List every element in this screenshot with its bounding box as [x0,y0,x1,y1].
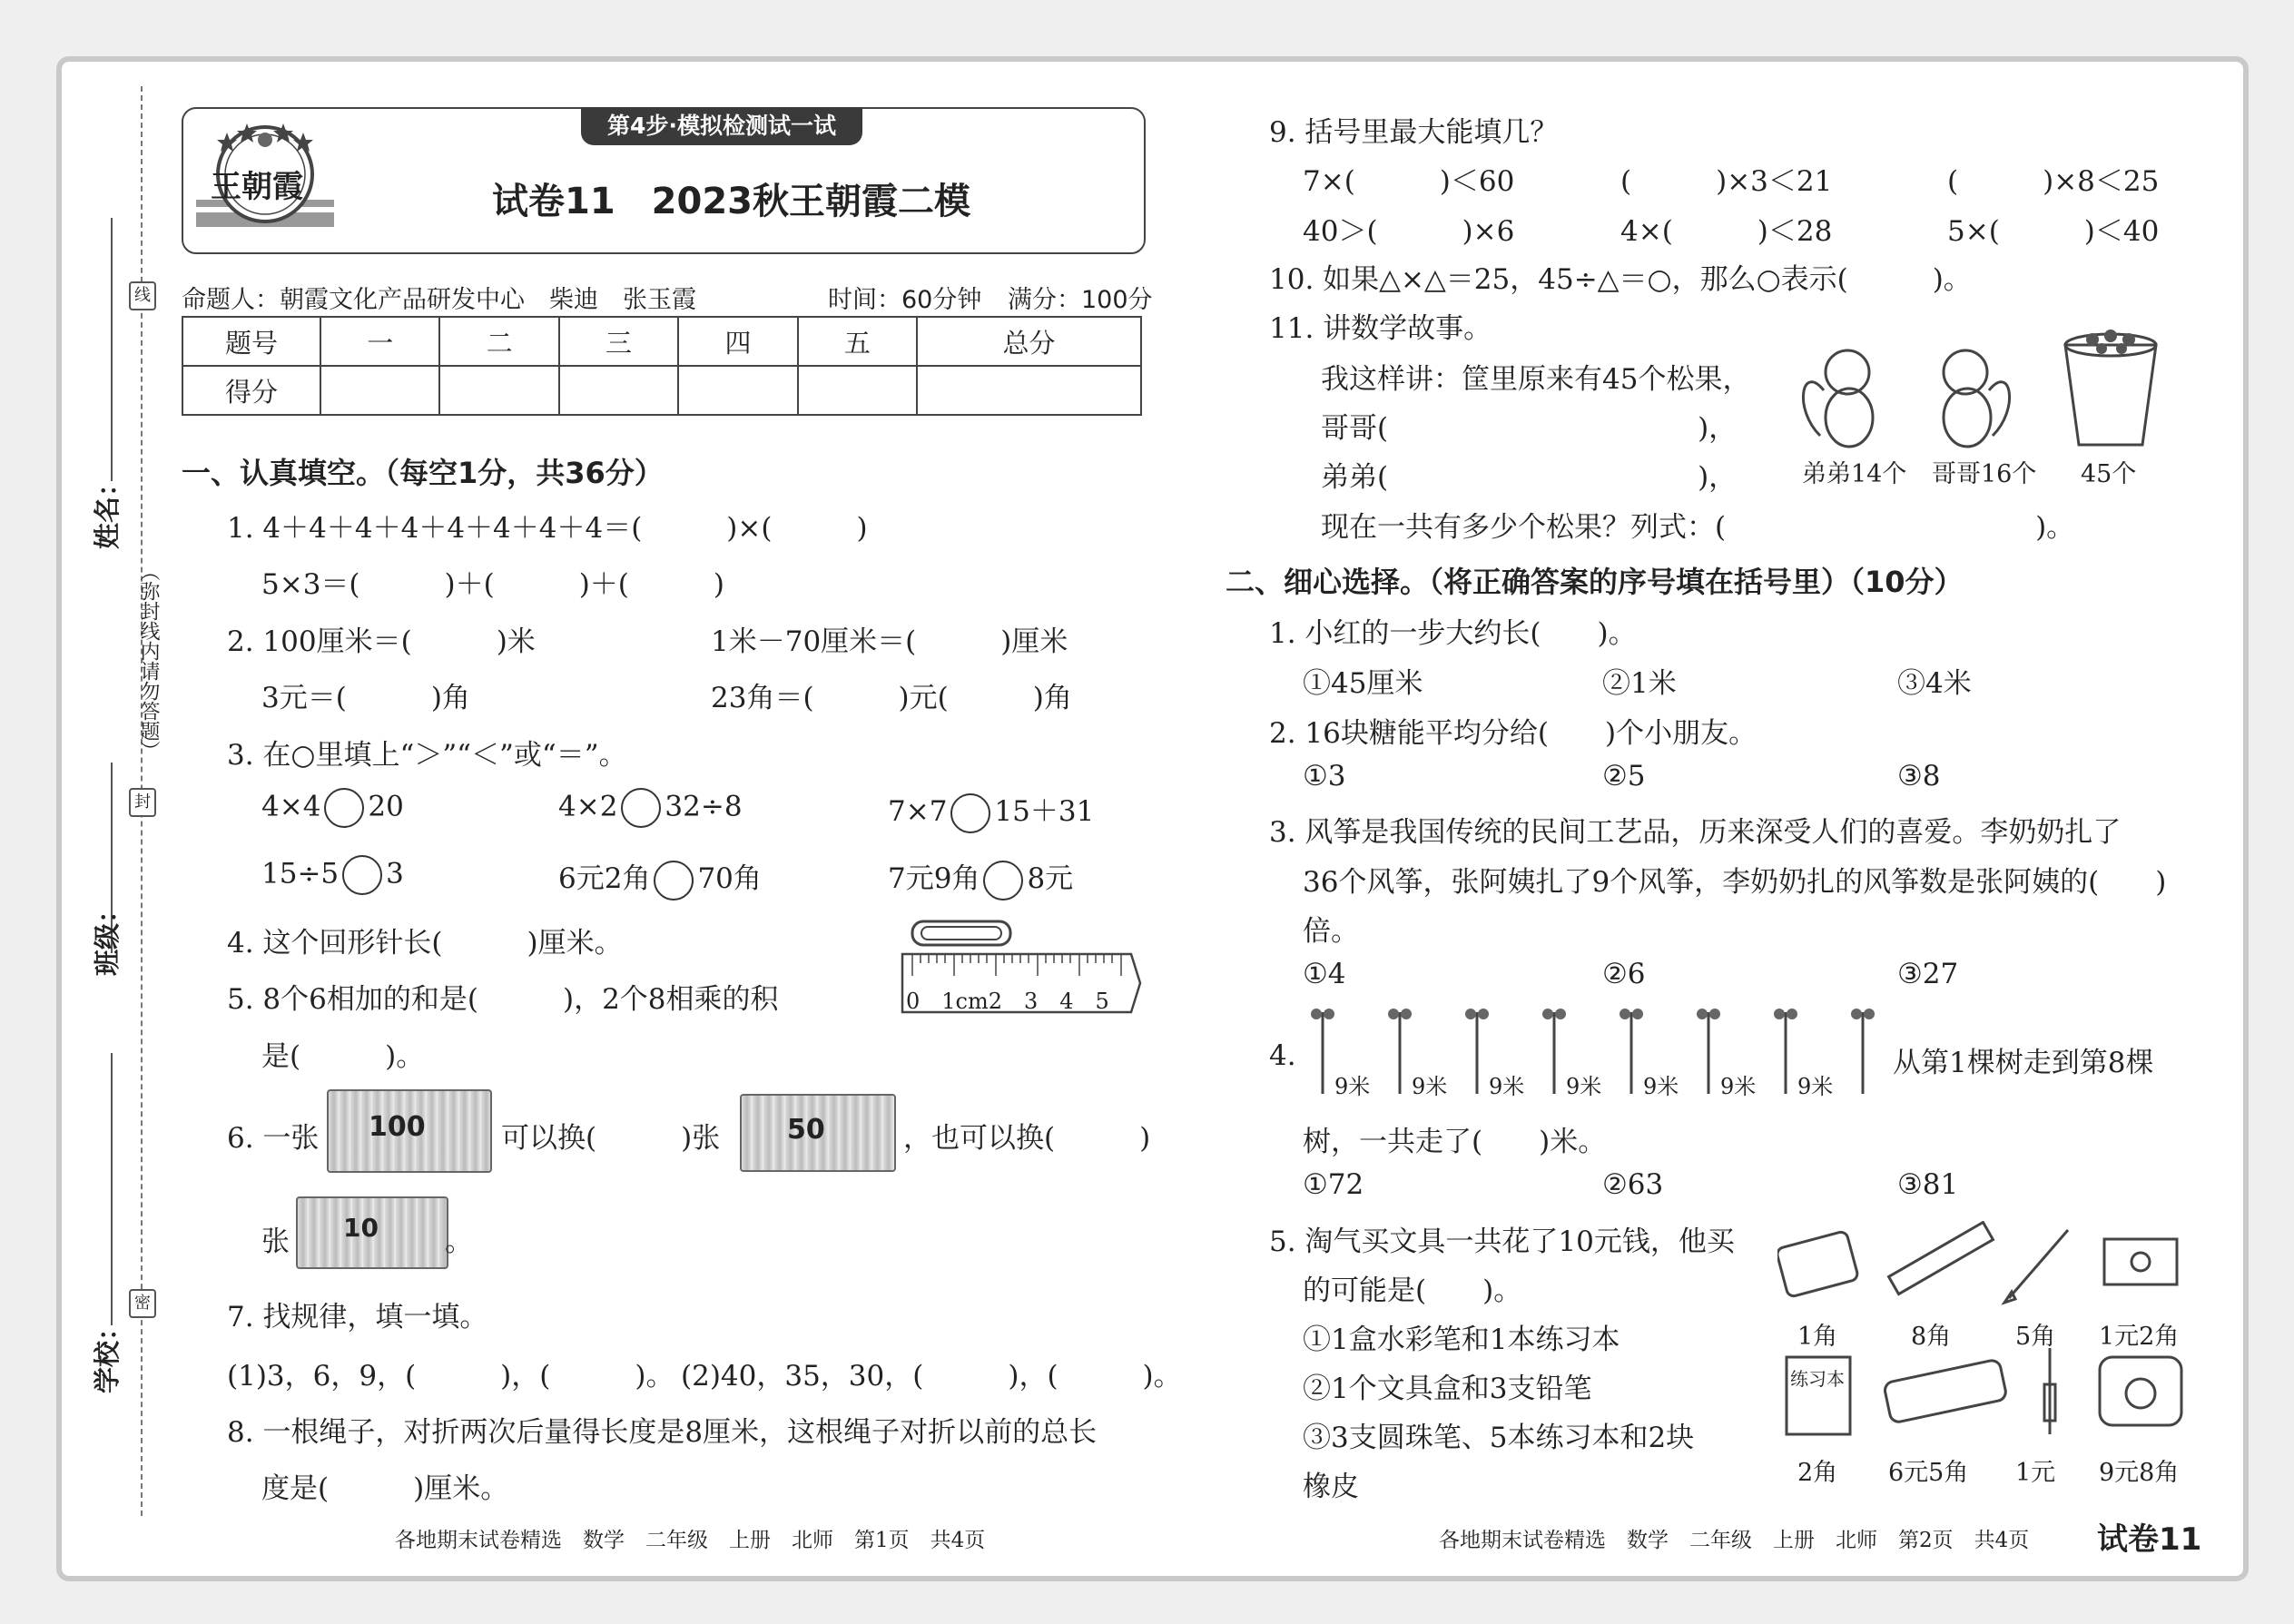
score-table-cell: 四 [678,317,797,366]
price-label: 6元5角 [1888,1459,1969,1487]
notebook-label: 练习本 [1790,1368,1845,1390]
option[interactable]: ②1个文具盒和3支铅笔 [1303,1373,1592,1405]
seal-mark-1: 线 [129,281,156,310]
score-input-cell[interactable] [678,366,797,415]
q9-item: ( )×8＜25 [1947,165,2160,198]
banknote-10-image [296,1196,448,1269]
compare-circle[interactable] [621,788,661,828]
question-9: 9. 括号里最大能填几？ [1269,116,1559,149]
price-label: 1角 [1797,1323,1838,1351]
compare-left: 7×7 [888,795,948,828]
question-6e: 。 [445,1225,473,1258]
exam-header [182,107,1146,254]
compare-left: 15÷5 [261,857,340,891]
compare-circle[interactable] [950,793,990,833]
compare-right: 70角 [697,862,762,895]
option[interactable]: ②5 [1602,760,1646,792]
author-line: 命题人：朝霞文化产品研发中心 柴迪 张玉霞 [182,286,696,314]
school-label: 学校： [92,1314,123,1393]
option[interactable]: ②1米 [1602,667,1677,700]
q9-item: 4×( )＜28 [1620,215,1833,248]
score-table-cell: 二 [439,317,558,366]
option[interactable]: ②63 [1602,1168,1664,1201]
option[interactable]: ③4米 [1897,667,1972,700]
score-input-cell[interactable] [917,366,1141,415]
question-10: 10. 如果△×△＝25，45÷△＝○，那么○表示( )。 [1269,263,1972,296]
seal-mark-2: 封 [129,788,156,817]
score-input-cell[interactable] [439,366,558,415]
binding-notice: （弥封线内请勿答题） [137,561,160,761]
score-table-cell: 题号 [182,317,320,366]
compare-right: 3 [386,857,404,891]
option[interactable]: ①45厘米 [1303,667,1423,700]
score-input-cell[interactable] [320,366,439,415]
option[interactable]: ①72 [1303,1168,1364,1201]
caption-elder-brother: 哥哥16个 [1932,460,2037,488]
option[interactable]: ③3支圆珠笔、5本练习本和2块 [1303,1422,1695,1454]
question-11c: 弟弟( )， [1321,461,1738,494]
option[interactable]: ③27 [1897,958,1959,990]
score-table-header-row [182,317,1141,366]
q9-item: 40＞( )×6 [1303,215,1515,248]
question-6d: 张 [261,1225,290,1258]
option[interactable]: ②6 [1602,958,1646,990]
ruler-figure [899,920,1144,1015]
score-table-cell: 一 [320,317,439,366]
tree-gap-label: 9米 [1797,1074,1834,1099]
score-table-cell: 得分 [182,366,320,415]
q9-item: ( )×3＜21 [1620,165,1833,198]
option[interactable]: ③8 [1897,760,1941,792]
score-table-cell: 三 [559,317,678,366]
compare-circle[interactable] [983,861,1023,901]
question-7a: (1)3，6，9，( )，( )。 [227,1360,674,1393]
ruler-labels: 0 1cm2 3 4 5 [906,989,1109,1014]
caption-younger-brother: 弟弟14个 [1802,460,1907,488]
question-1b: 5×3＝( )＋( )＋( ) [261,568,724,601]
question-8b: 度是( )厘米。 [261,1472,509,1505]
question-7b: (2)40，35，30，( )，( )。 [681,1360,1182,1393]
score-input-cell[interactable] [559,366,678,415]
compare-item [261,788,404,828]
section-1-heading: 一、认真填空。（每空1分，共36分） [182,456,664,490]
brand-logo [192,120,338,238]
question-2a-1: 2. 100厘米＝( )米 [227,625,536,658]
option[interactable]: ①4 [1303,958,1346,990]
option[interactable]: ①3 [1303,760,1346,792]
score-table-cell: 总分 [917,317,1141,366]
question-8a: 8. 一根绳子，对折两次后量得长度是8厘米，这根绳子对折以前的总长 [227,1416,1098,1449]
choice-4a: 从第1棵树走到第8棵 [1893,1047,2154,1079]
question-11d: 现在一共有多少个松果？列式：( )。 [1321,511,2075,544]
compare-circle[interactable] [654,861,694,901]
compare-circle[interactable] [324,788,364,828]
q9-item: 7×( )＜60 [1303,165,1515,198]
option[interactable]: ③81 [1897,1168,1959,1201]
score-table-score-row [182,366,1141,415]
option[interactable]: ①1盒水彩笔和1本练习本 [1303,1324,1620,1356]
choice-4-number: 4. [1269,1039,1296,1072]
question-6a: 6. 一张 [227,1122,320,1155]
class-label: 班级： [92,896,123,976]
section-2-heading: 二、细心选择。（将正确答案的序号填在括号里）（10分） [1226,565,1964,599]
compare-item [888,855,1073,901]
full-score: 满分：100分 [1008,286,1153,314]
compare-item [888,788,1094,833]
choice-2: 2. 16块糖能平均分给( )个小朋友。 [1269,717,1757,750]
question-7: 7. 找规律，填一填。 [227,1301,488,1334]
choice-3a: 3. 风筝是我国传统的民间工艺品，历来深受人们的喜爱。李奶奶扎了 [1269,816,2122,849]
question-2a-2: 1米－70厘米＝( )厘米 [711,625,1068,658]
banknote-value: 50 [787,1114,825,1146]
name-fill-line[interactable] [111,218,113,481]
q9-item: 5×( )＜40 [1947,215,2160,248]
tree-gap-label: 9米 [1489,1074,1525,1099]
paper-number: 试卷11 [2097,1521,2202,1558]
tree-gap-label: 9米 [1720,1074,1757,1099]
squirrels-illustration [1793,327,2183,454]
exam-title: 试卷11 2023秋王朝霞二模 [492,181,970,222]
choice-3c: 倍。 [1303,915,1359,948]
choice-1: 1. 小红的一步大约长( )。 [1269,617,1637,650]
price-label: 5角 [2015,1323,2056,1351]
banknote-100-image [327,1089,492,1173]
question-5a: 5. 8个6相加的和是( )，2个8相乘的积 [227,983,779,1016]
tree-gap-label: 9米 [1334,1074,1371,1099]
compare-left: 6元2角 [558,862,651,895]
banknote-50-image [740,1094,896,1172]
compare-right: 32÷8 [665,790,743,823]
banknote-value: 10 [343,1213,379,1243]
step-banner: 第4步·模拟检测试一试 [581,107,862,145]
choice-5a: 5. 淘气买文具一共花了10元钱，他买 [1269,1225,1735,1258]
logo-text: 王朝霞 [211,169,303,205]
compare-left: 4×4 [261,790,321,823]
seal-mark-3: 密 [129,1289,156,1318]
compare-right: 8元 [1027,862,1074,895]
score-table [182,316,1142,416]
tree-gap-label: 9米 [1566,1074,1602,1099]
compare-left: 4×2 [558,790,618,823]
school-fill-line[interactable] [111,1053,113,1325]
caption-basket: 45个 [2081,460,2137,488]
score-table-cell: 五 [798,317,917,366]
price-label: 8角 [1911,1323,1952,1351]
choice-5-tail: 橡皮 [1303,1471,1359,1503]
question-11b: 哥哥( )， [1321,412,1738,445]
compare-item [261,855,404,895]
compare-left: 7元9角 [888,862,980,895]
question-2b-2: 23角＝( )元( )角 [711,682,1072,714]
score-input-cell[interactable] [798,366,917,415]
right-footer: 各地期末试卷精选 数学 二年级 上册 北师 第2页 共4页 [1439,1529,2030,1552]
price-label: 2角 [1797,1459,1838,1487]
left-footer: 各地期末试卷精选 数学 二年级 上册 北师 第1页 共4页 [395,1529,986,1552]
question-3: 3. 在○里填上“＞”“＜”或“＝”。 [227,739,627,772]
choice-3b: 36个风筝，张阿姨扎了9个风筝，李奶奶扎的风筝数是张阿姨的( ) [1303,866,2167,899]
compare-right: 20 [368,790,404,823]
compare-circle[interactable] [342,855,382,895]
question-2b-1: 3元＝( )角 [261,682,470,714]
compare-item [558,788,743,828]
question-11: 11. 讲数学故事。 [1269,312,1492,345]
question-5b: 是( )。 [261,1040,425,1073]
choice-5b: 的可能是( )。 [1303,1275,1522,1307]
time-limit: 时间：60分钟 [828,286,982,314]
banknote-value: 100 [369,1111,426,1143]
question-6b: 可以换( )张 [501,1122,721,1155]
tree-gap-label: 9米 [1412,1074,1448,1099]
choice-4b: 树，一共走了( )米。 [1303,1126,1607,1158]
question-4: 4. 这个回形针长( )厘米。 [227,927,623,960]
question-1a: 1. 4＋4＋4＋4＋4＋4＋4＋4＝( )×( ) [227,512,868,545]
tree-gap-label: 9米 [1643,1074,1679,1099]
price-label: 9元8角 [2099,1459,2180,1487]
compare-right: 15＋31 [994,795,1095,828]
price-label: 1元2角 [2099,1323,2180,1351]
question-11a: 我这样讲：筐里原来有45个松果， [1321,363,1751,396]
price-label: 1元 [2015,1459,2056,1487]
compare-item [558,855,762,901]
name-label: 姓名： [92,469,123,549]
question-6c: ，也可以换( ) [903,1122,1151,1155]
